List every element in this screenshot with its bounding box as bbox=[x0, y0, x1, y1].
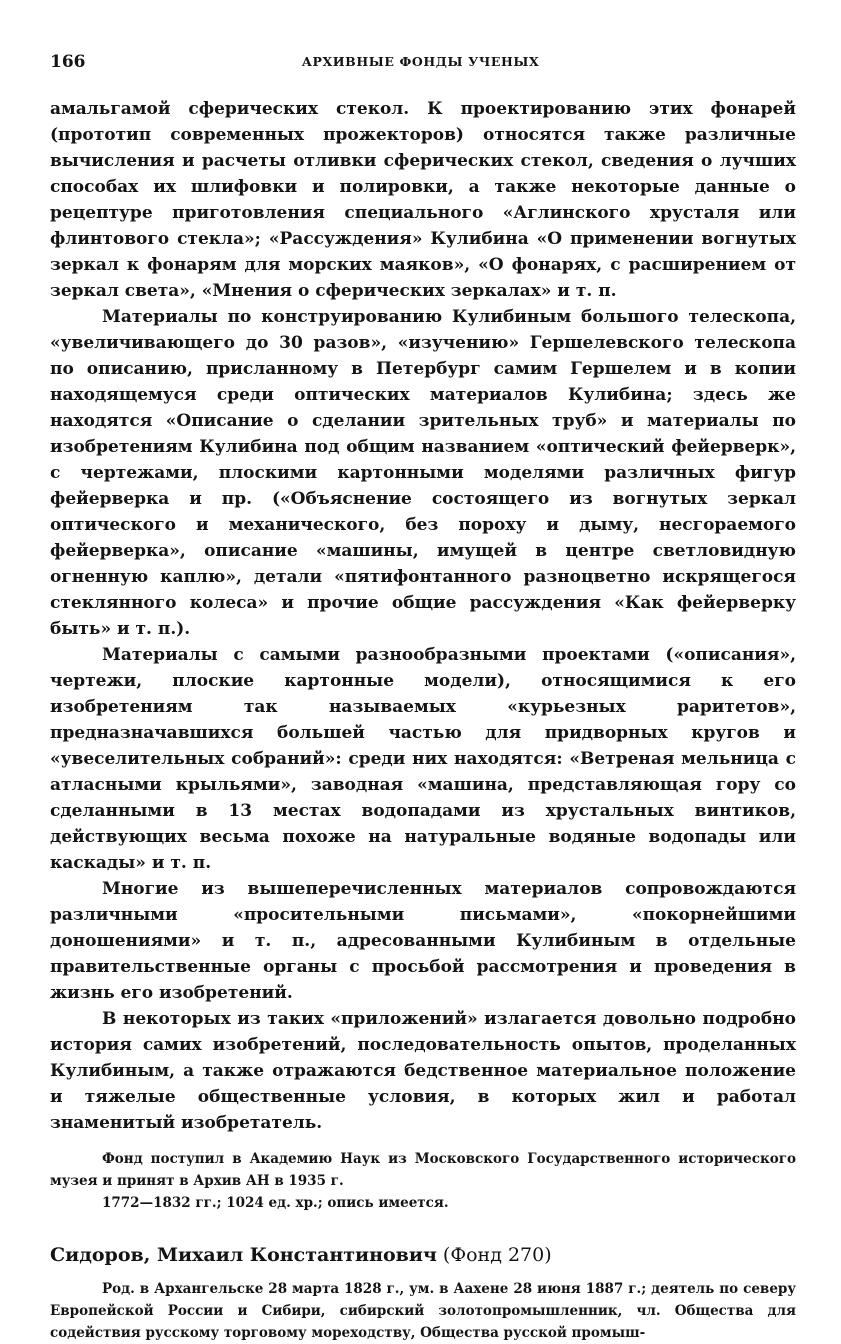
paragraph-telescope: Материалы по конструированию Кулибиным большого телескопа, «увеличивающего до 30 разов», «изучению» Гершелевского телескопа по описанию, присланному в Петербург самим Гершелем и в копии находящемуся среди оптических материалов Кулибина; здесь же находятся «Описание о сделании зрительных труб» и материалы по изобретениям Кулибина под общим названием «оптический фейерверк», с чертежами, плоскими картонными моделями различных фигур фейерверка и пр. («Объяснение состоящего из вогнутых зеркал оптического и механического, без пороху и дыму, несгораемого фейерверка», описание «машины, имущей в центре светловидную огненную каплю», детали «пятифонтанного разноцветно искрящегося стеклянного колеса» и прочие общие рассуждения «Как фейерверку быть» и т. п.). bbox=[50, 307, 796, 639]
entry-heading bbox=[50, 1240, 796, 1270]
paragraph-history: В некоторых из таких «приложений» излагается довольно подробно история самих изобретений, последовательность опытов, проделанных Кулибиным, а также отражаются бедственное материальное положение и тяжелые общественные условия, в которых жил и работал знаменитый изобретатель. bbox=[50, 1009, 796, 1133]
paragraph-projects: Материалы с самыми разнообразными проектами («описания», чертежи, плоские картонные модели), относящимися к его изобретениям так называемых «курьезных раритетов», предназначавшихся большей частью для придворных кругов и «увеселительных собраний»: среди них находятся: «Ветреная мельница с атласными крыльями», заводная «машина, представляющая гору со сделанными в 13 местах водопадами из хрустальных винтиков, действующих весьма похоже на натуральные водяные водопады или каскады» и т. п. bbox=[50, 645, 796, 873]
body-text bbox=[50, 96, 796, 1344]
page-number: 166 bbox=[50, 52, 86, 72]
page-header bbox=[50, 52, 791, 76]
paragraph-letters: Многие из вышеперечисленных материалов сопровождаются различными «просительными письмами», «покорнейшими доношениями» и т. п., адресованными Кулибиным в отдельные правительственные органы с просьбой рассмотрения и проведения в жизнь его изобретений. bbox=[50, 879, 796, 1003]
entry-fond-number: (Фонд 270) bbox=[442, 1244, 552, 1266]
paragraph-continuation: амальгамой сферических стекол. К проектированию этих фонарей (прототип современных прожекторов) относятся также различные вычисления и расчеты отливки сферических стекол, сведения о лучших способах их шлифовки и полировки, а также некоторые данные о рецептуре приготовления специального «Аглинского хрусталя или флинтового стекла»; «Рассуждения» Кулибина «О применении вогнутых зеркал к фонарям для морских маяков», «О фонарях, с расширением от зеркал света», «Мнения о сферических зеркалах» и т. п. bbox=[50, 99, 796, 301]
entry-biography: Род. в Архангельске 28 марта 1828 г., ум. в Аахене 28 июня 1887 г.; деятель по северу Европейской России и Сибири, сибирский золотопромышленник, чл. Общества для содействия русскому торговому мореходству, Общества русской промыш- bbox=[50, 1281, 796, 1341]
entry-name: Сидоров, Михаил Константинович bbox=[50, 1244, 437, 1266]
running-title: АРХИВНЫЕ ФОНДЫ УЧЕНЫХ bbox=[301, 54, 540, 69]
provenance-note: Фонд поступил в Академию Наук из Московского Государственного исторического музея и принят в Архив АН в 1935 г. bbox=[50, 1151, 796, 1189]
dates-note: 1772—1832 гг.; 1024 ед. хр.; опись имеется. bbox=[102, 1195, 449, 1211]
